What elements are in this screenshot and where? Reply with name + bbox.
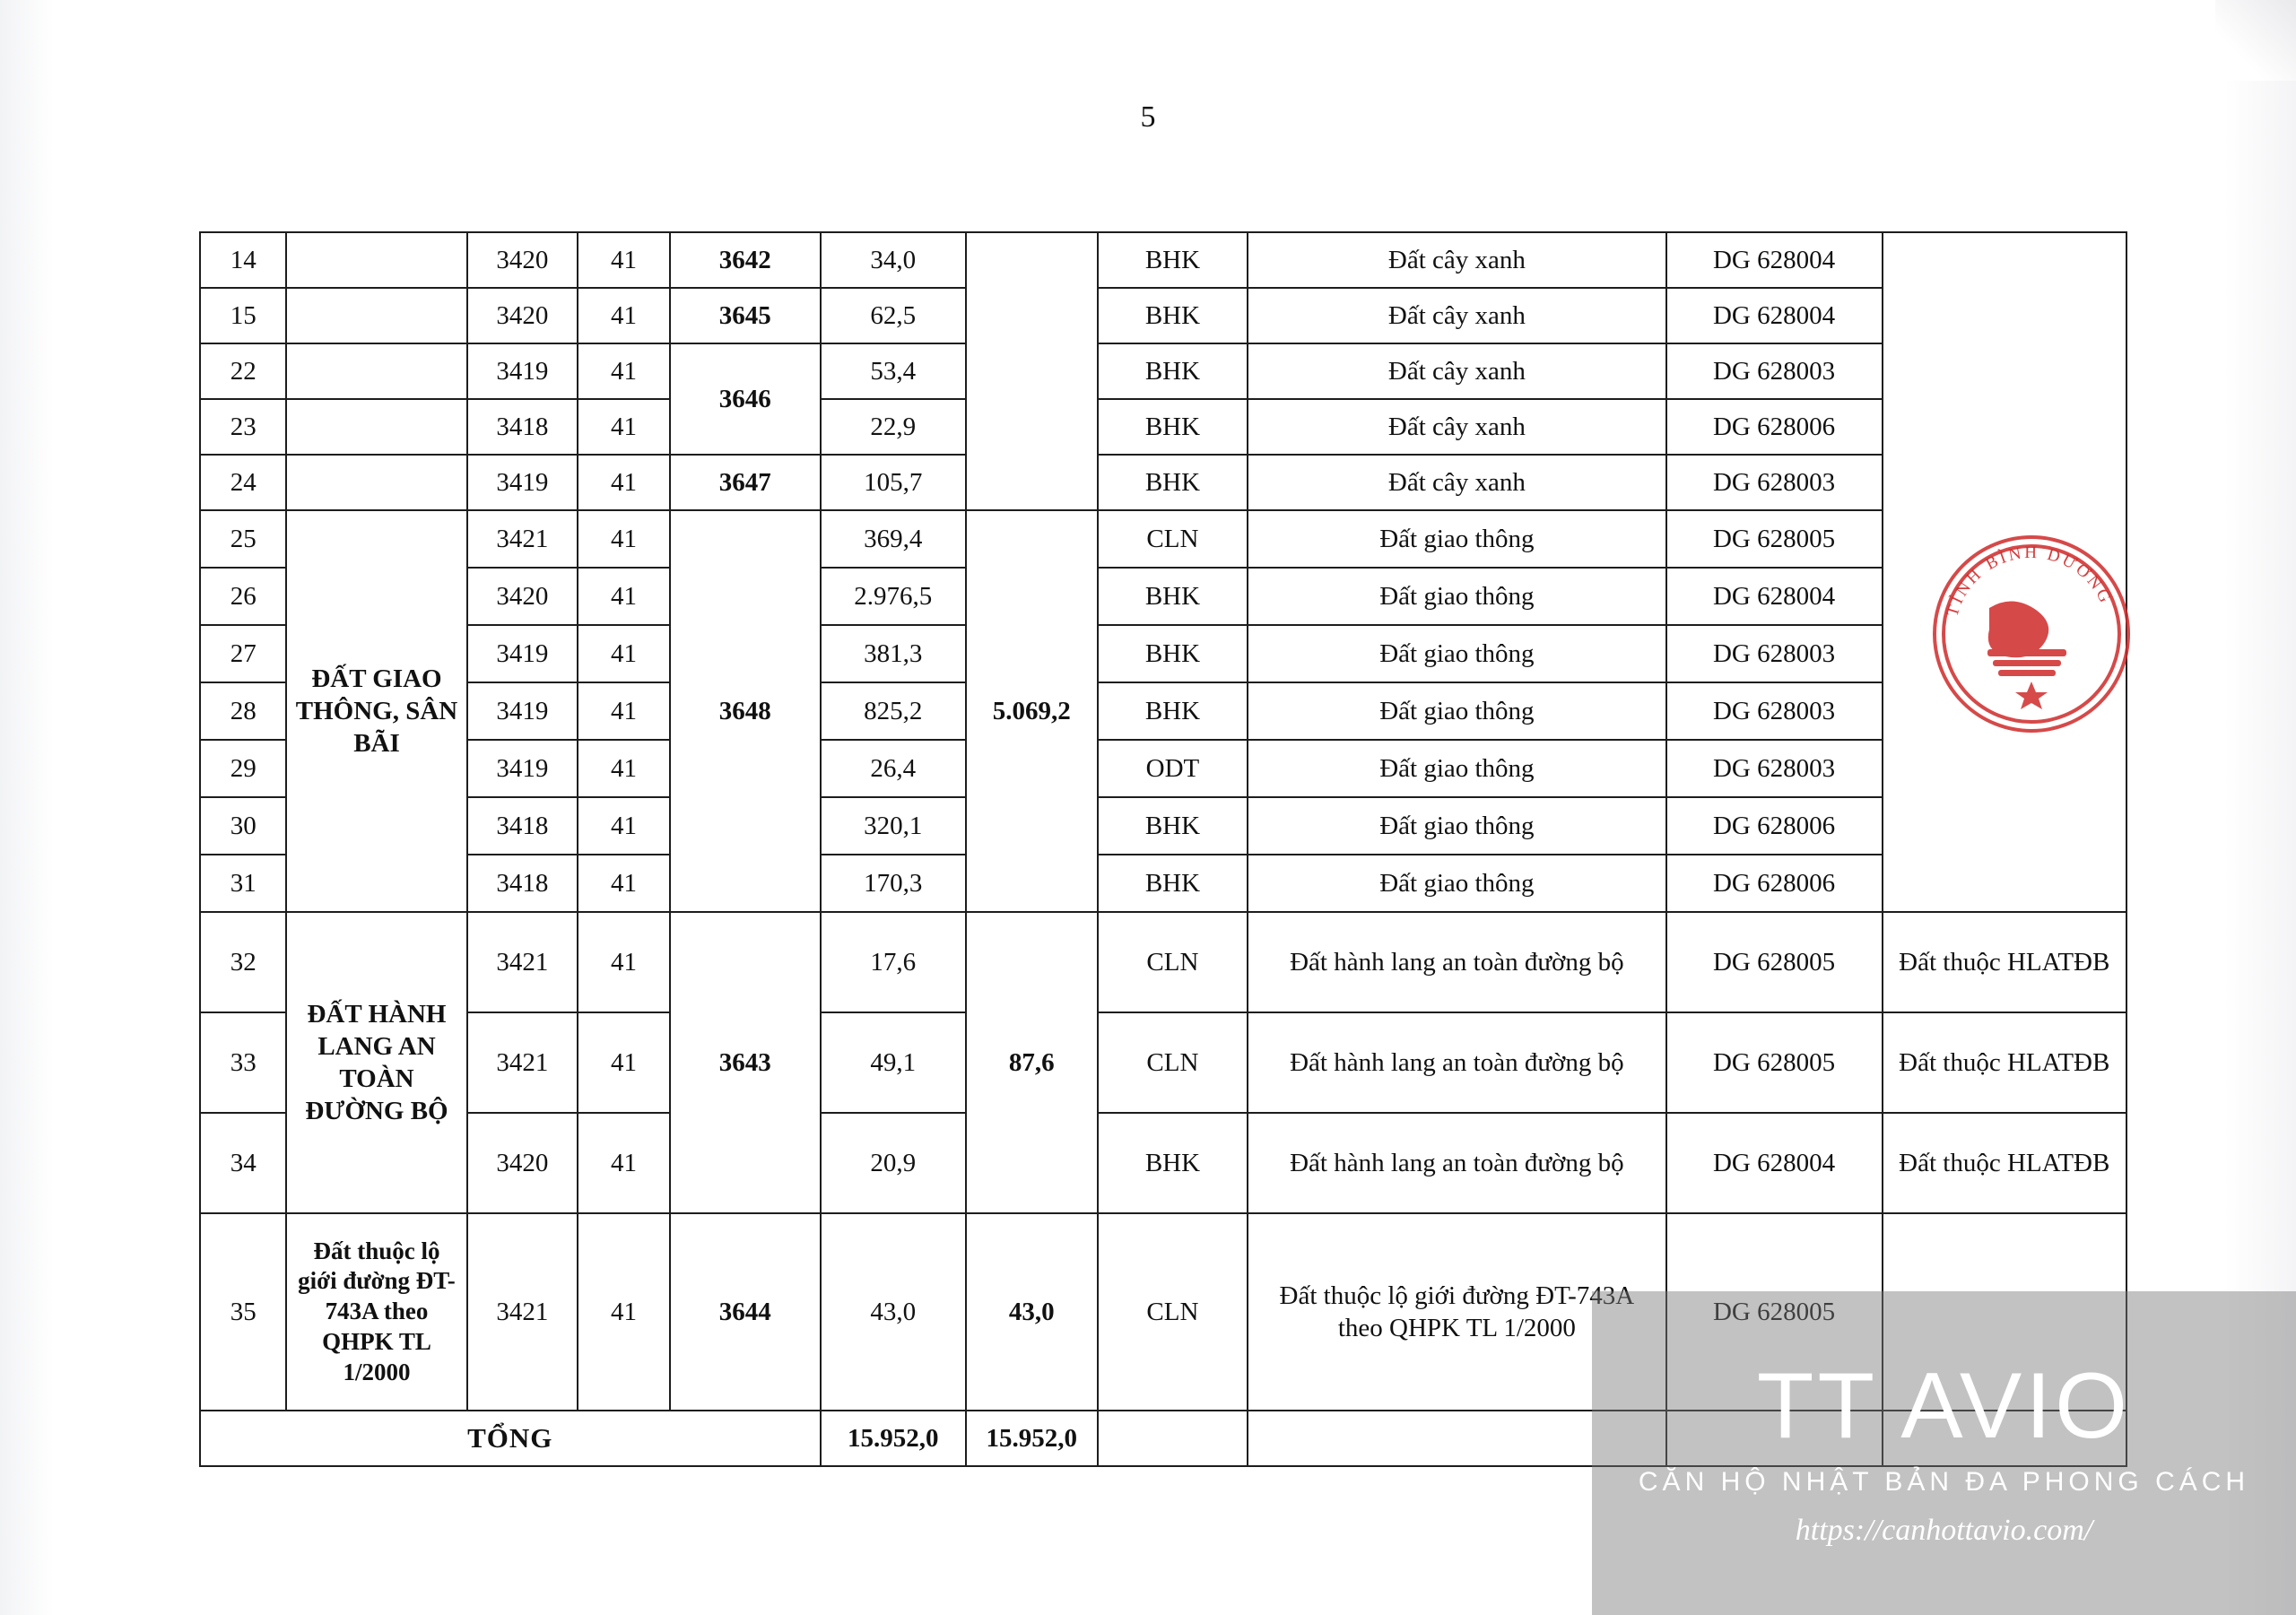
cell-dientich: 22,9	[821, 399, 966, 455]
page-number: 5	[1140, 100, 1156, 134]
cell-mucdich: Đất cây xanh	[1248, 399, 1665, 455]
cell-to: 3419	[467, 740, 578, 797]
cell-donggia: DG 628005	[1666, 1012, 1883, 1113]
cell-thua: 3646	[670, 343, 821, 455]
cell-dientich: 20,9	[821, 1113, 966, 1213]
cell-tongdientich: 87,6	[966, 912, 1098, 1213]
cell-stt: 28	[200, 682, 286, 740]
cell-mucdich: Đất giao thông	[1248, 682, 1665, 740]
table-row	[200, 288, 2126, 343]
cell-dientich: 105,7	[821, 455, 966, 510]
table-row	[200, 740, 2126, 797]
cell-group	[286, 399, 466, 455]
cell-dientich: 2.976,5	[821, 568, 966, 625]
cell-loaidat: BHK	[1098, 232, 1248, 288]
cell-thua: 3643	[670, 912, 821, 1213]
cell-mucdich: Đất giao thông	[1248, 625, 1665, 682]
cell-ghichu: Đất thuộc HLATĐB	[1883, 1113, 2127, 1213]
cell-tongdientich: 5.069,2	[966, 510, 1098, 912]
cell-tbd: 41	[578, 1213, 670, 1411]
cell-mucdich: Đất giao thông	[1248, 797, 1665, 855]
cell-tbd: 41	[578, 912, 670, 1012]
table-row	[200, 855, 2126, 912]
cell-donggia: DG 628003	[1666, 343, 1883, 399]
cell-donggia: DG 628004	[1666, 288, 1883, 343]
cell-donggia: DG 628003	[1666, 625, 1883, 682]
page-corner-fold	[2215, 0, 2296, 81]
total-sum: 15.952,0	[966, 1411, 1098, 1466]
table-row	[200, 455, 2126, 510]
cell-mucdich: Đất cây xanh	[1248, 232, 1665, 288]
cell-loaidat: CLN	[1098, 1213, 1248, 1411]
cell-loaidat: CLN	[1098, 510, 1248, 568]
cell-donggia: DG 628004	[1666, 568, 1883, 625]
cell-dientich: 53,4	[821, 343, 966, 399]
cell-tbd: 41	[578, 399, 670, 455]
table-row	[200, 510, 2126, 568]
cell-group-label: ĐẤT GIAO THÔNG, SÂN BÃI	[286, 510, 466, 912]
table-row	[200, 232, 2126, 288]
cell-dientich: 43,0	[821, 1213, 966, 1411]
cell-to: 3418	[467, 399, 578, 455]
cell-tbd: 41	[578, 797, 670, 855]
cell-stt: 33	[200, 1012, 286, 1113]
cell-ghichu	[1883, 232, 2127, 912]
cell-mucdich: Đất cây xanh	[1248, 455, 1665, 510]
table-row	[200, 399, 2126, 455]
cell-dientich: 369,4	[821, 510, 966, 568]
cell-donggia: DG 628004	[1666, 1113, 1883, 1213]
total-label: TỔNG	[200, 1411, 821, 1466]
cell-stt: 14	[200, 232, 286, 288]
cell-stt: 29	[200, 740, 286, 797]
cell-donggia: DG 628005	[1666, 912, 1883, 1012]
cell-dientich: 26,4	[821, 740, 966, 797]
cell-group	[286, 343, 466, 399]
cell-group-label: Đất thuộc lộ giới đường ĐT-743A theo QHPK TL 1/2000	[286, 1213, 466, 1411]
cell-mucdich: Đất giao thông	[1248, 740, 1665, 797]
cell-mucdich: Đất cây xanh	[1248, 288, 1665, 343]
cell-to: 3419	[467, 682, 578, 740]
cell-group	[286, 232, 466, 288]
cell-loaidat: CLN	[1098, 912, 1248, 1012]
cell-loaidat: ODT	[1098, 740, 1248, 797]
cell-mucdich: Đất hành lang an toàn đường bộ	[1248, 912, 1665, 1012]
table-row	[200, 1012, 2126, 1113]
land-parcel-table-wrapper	[199, 231, 2127, 1467]
cell-mucdich: Đất giao thông	[1248, 510, 1665, 568]
cell-stt: 24	[200, 455, 286, 510]
cell-dientich: 34,0	[821, 232, 966, 288]
cell-group	[286, 288, 466, 343]
cell-loaidat: BHK	[1098, 625, 1248, 682]
cell-to: 3421	[467, 1213, 578, 1411]
cell-thua: 3645	[670, 288, 821, 343]
cell-ghichu: Đất thuộc HLATĐB	[1883, 912, 2127, 1012]
cell-group-label: ĐẤT HÀNH LANG AN TOÀN ĐƯỜNG BỘ	[286, 912, 466, 1213]
cell-to: 3421	[467, 1012, 578, 1113]
table-row	[200, 682, 2126, 740]
cell-to: 3419	[467, 625, 578, 682]
watermark-subtitle: CĂN HỘ NHẬT BẢN ĐA PHONG CÁCH	[1638, 1466, 2250, 1497]
cell-donggia: DG 628004	[1666, 232, 1883, 288]
cell-mucdich: Đất hành lang an toàn đường bộ	[1248, 1012, 1665, 1113]
cell-stt: 27	[200, 625, 286, 682]
cell-tbd: 41	[578, 682, 670, 740]
cell-donggia: DG 628006	[1666, 855, 1883, 912]
cell-mucdich: Đất giao thông	[1248, 568, 1665, 625]
cell-to: 3421	[467, 510, 578, 568]
cell-loaidat: BHK	[1098, 288, 1248, 343]
cell-to: 3419	[467, 455, 578, 510]
cell-to: 3418	[467, 855, 578, 912]
table-row	[200, 912, 2126, 1012]
cell-stt: 31	[200, 855, 286, 912]
cell-dientich: 170,3	[821, 855, 966, 912]
cell-loaidat: BHK	[1098, 682, 1248, 740]
table-row	[200, 343, 2126, 399]
cell-loaidat: CLN	[1098, 1012, 1248, 1113]
cell-stt: 30	[200, 797, 286, 855]
cell-dientich: 825,2	[821, 682, 966, 740]
cell-thua: 3642	[670, 232, 821, 288]
cell-loaidat: BHK	[1098, 1113, 1248, 1213]
cell-donggia: DG 628003	[1666, 455, 1883, 510]
cell-to: 3420	[467, 232, 578, 288]
cell-stt: 15	[200, 288, 286, 343]
cell-dientich: 17,6	[821, 912, 966, 1012]
cell-mucdich: Đất giao thông	[1248, 855, 1665, 912]
table-row	[200, 568, 2126, 625]
cell-to: 3418	[467, 797, 578, 855]
cell-loaidat: BHK	[1098, 855, 1248, 912]
cell-mucdich: Đất thuộc lộ giới đường ĐT-743A theo QHPK TL 1/2000	[1248, 1213, 1665, 1411]
total-loaidat	[1098, 1411, 1248, 1466]
watermark-overlay	[1592, 1291, 2296, 1615]
cell-loaidat: BHK	[1098, 343, 1248, 399]
cell-thua: 3648	[670, 510, 821, 912]
cell-donggia: DG 628005	[1666, 1213, 1883, 1411]
cell-thua: 3644	[670, 1213, 821, 1411]
cell-stt: 26	[200, 568, 286, 625]
watermark-url: https://canhottavio.com/	[1795, 1513, 2093, 1547]
svg-text:TỈNH BÌNH DƯƠNG: TỈNH BÌNH DƯƠNG	[1943, 543, 2116, 619]
cell-dientich: 320,1	[821, 797, 966, 855]
total-area: 15.952,0	[821, 1411, 966, 1466]
cell-tbd: 41	[578, 232, 670, 288]
cell-mucdich: Đất cây xanh	[1248, 343, 1665, 399]
cell-to: 3421	[467, 912, 578, 1012]
cell-stt: 34	[200, 1113, 286, 1213]
cell-thua: 3647	[670, 455, 821, 510]
cell-loaidat: BHK	[1098, 399, 1248, 455]
table-row	[200, 797, 2126, 855]
cell-tbd: 41	[578, 1012, 670, 1113]
cell-tbd: 41	[578, 343, 670, 399]
cell-loaidat: BHK	[1098, 797, 1248, 855]
cell-tongdientich	[966, 232, 1098, 510]
cell-dientich: 49,1	[821, 1012, 966, 1113]
cell-stt: 25	[200, 510, 286, 568]
cell-stt: 35	[200, 1213, 286, 1411]
cell-loaidat: BHK	[1098, 568, 1248, 625]
cell-tbd: 41	[578, 455, 670, 510]
table-row	[200, 625, 2126, 682]
cell-donggia: DG 628006	[1666, 399, 1883, 455]
cell-tbd: 41	[578, 625, 670, 682]
cell-donggia: DG 628006	[1666, 797, 1883, 855]
cell-donggia: DG 628005	[1666, 510, 1883, 568]
cell-to: 3419	[467, 343, 578, 399]
cell-to: 3420	[467, 288, 578, 343]
cell-ghichu: Đất thuộc HLATĐB	[1883, 1012, 2127, 1113]
cell-stt: 32	[200, 912, 286, 1012]
cell-donggia: DG 628003	[1666, 682, 1883, 740]
cell-tbd: 41	[578, 510, 670, 568]
cell-group	[286, 455, 466, 510]
cell-tbd: 41	[578, 855, 670, 912]
cell-stt: 22	[200, 343, 286, 399]
cell-tongdientich: 43,0	[966, 1213, 1098, 1411]
cell-stt: 23	[200, 399, 286, 455]
cell-mucdich: Đất hành lang an toàn đường bộ	[1248, 1113, 1665, 1213]
cell-to: 3420	[467, 1113, 578, 1213]
cell-tbd: 41	[578, 740, 670, 797]
cell-dientich: 381,3	[821, 625, 966, 682]
cell-tbd: 41	[578, 568, 670, 625]
watermark-title: TT AVIO	[1756, 1353, 2132, 1458]
cell-tbd: 41	[578, 1113, 670, 1213]
land-parcel-table	[199, 231, 2127, 1467]
cell-loaidat: BHK	[1098, 455, 1248, 510]
cell-to: 3420	[467, 568, 578, 625]
cell-tbd: 41	[578, 288, 670, 343]
table-row	[200, 1113, 2126, 1213]
cell-donggia: DG 628003	[1666, 740, 1883, 797]
cell-dientich: 62,5	[821, 288, 966, 343]
